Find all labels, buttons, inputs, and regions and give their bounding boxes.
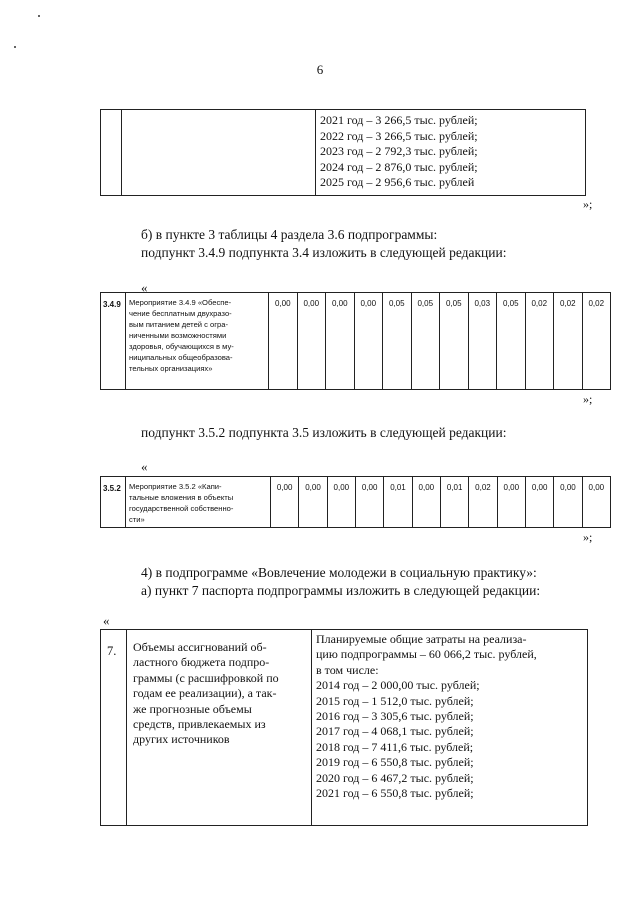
value-cell: 0,02 xyxy=(582,293,611,390)
label-line: годам ее реализации), а так- xyxy=(133,686,277,701)
value-cell: 0,02 xyxy=(554,293,583,390)
close-quote: »; xyxy=(583,392,593,406)
year-line: 2024 год – 2 876,0 тыс. рублей; xyxy=(320,159,478,174)
body-line: 2020 год – 6 467,2 тыс. рублей; xyxy=(316,770,474,785)
section-4-line2: а) пункт 7 паспорта подпрограммы изложить в следующей редакции: xyxy=(141,583,541,598)
year-line: 2025 год – 2 956,6 тыс. рублей xyxy=(320,175,475,189)
value-cell: 0,00 xyxy=(497,477,525,528)
body-line: 2021 год – 6 550,8 тыс. рублей; xyxy=(316,786,474,801)
body-line: 2019 год – 6 550,8 тыс. рублей; xyxy=(316,755,474,770)
description-line: ниченными возможностями xyxy=(129,331,227,340)
section-4-line1: 4) в подпрограмме «Вовлечение молодежи в социальную практику»: xyxy=(141,565,537,580)
item-label xyxy=(127,630,312,826)
label-line: средств, привлекаемых из xyxy=(133,717,266,732)
year-line: 2023 год – 2 792,3 тыс. рублей; xyxy=(320,144,478,158)
label-line: же прогнозные объемы xyxy=(133,701,252,716)
body-line: цию подпрограммы – 60 066,2 тыс. рублей, xyxy=(316,647,537,662)
page-number: 6 xyxy=(316,62,324,77)
value-cell: 0,00 xyxy=(297,293,326,390)
label-line: других источников xyxy=(133,732,230,747)
value-cell: 0,00 xyxy=(271,477,299,528)
value-cell: 0,00 xyxy=(355,477,383,528)
section-b-line1: б) в пункте 3 таблицы 4 раздела 3.6 подпрограммы: xyxy=(141,227,438,242)
value-cell: 0,02 xyxy=(525,293,554,390)
value-cell: 0,00 xyxy=(582,477,610,528)
value-cell: 0,00 xyxy=(327,477,355,528)
item-number: 7. xyxy=(101,630,127,826)
description-line: тельных организациях» xyxy=(129,364,213,373)
description-line: Мероприятие 3.5.2 «Капи- xyxy=(129,482,222,491)
label-line: граммы (с расшифровкой по xyxy=(133,670,279,685)
table-row-349 xyxy=(100,292,611,390)
open-quote: « xyxy=(141,280,148,295)
close-quote: »; xyxy=(583,197,593,211)
value-cell: 0,00 xyxy=(554,477,582,528)
years-cell xyxy=(316,110,586,196)
body-line: Планируемые общие затраты на реализа- xyxy=(316,632,527,646)
body-line: 2017 год – 4 068,1 тыс. рублей; xyxy=(316,724,474,739)
value-cell: 0,05 xyxy=(383,293,412,390)
description-line: вым питанием детей с огра- xyxy=(129,320,229,329)
section-352-text: подпункт 3.5.2 подпункта 3.5 изложить в следующей редакции: xyxy=(141,425,507,440)
body-line: 2015 год – 1 512,0 тыс. рублей; xyxy=(316,693,474,708)
value-cell: 0,00 xyxy=(525,477,553,528)
value-cell: 0,02 xyxy=(469,477,497,528)
body-line: 2014 год – 2 000,00 тыс. рублей; xyxy=(316,678,480,693)
open-quote: « xyxy=(103,613,110,628)
table-row-352 xyxy=(100,476,611,528)
year-line: 2021 год – 3 266,5 тыс. рублей; xyxy=(320,113,478,127)
value-cell: 0,01 xyxy=(384,477,412,528)
value-cell: 0,00 xyxy=(412,477,440,528)
table-cell-empty xyxy=(122,110,316,196)
table-continuation xyxy=(100,109,586,196)
row-description xyxy=(126,477,271,528)
value-cell: 0,05 xyxy=(497,293,526,390)
value-cell: 0,00 xyxy=(326,293,355,390)
value-cell: 0,05 xyxy=(411,293,440,390)
value-cell: 0,00 xyxy=(269,293,298,390)
description-line: государственной собственно- xyxy=(129,504,234,513)
close-quote: »; xyxy=(583,530,593,544)
description-line: чение бесплатным двухразо- xyxy=(129,309,232,318)
table-cell-empty xyxy=(101,110,122,196)
label-line: Объемы ассигнований об- xyxy=(133,640,267,654)
description-line: тальные вложения в объекты xyxy=(129,493,234,502)
description-line: сти» xyxy=(129,515,145,524)
row-description xyxy=(126,293,269,390)
body-line: 2016 год – 3 305,6 тыс. рублей; xyxy=(316,709,474,724)
label-line: ластного бюджета подпро- xyxy=(133,655,270,670)
value-cell: 0,05 xyxy=(440,293,469,390)
section-b-line2: подпункт 3.4.9 подпункта 3.4 изложить в следующей редакции: xyxy=(141,245,507,260)
open-quote: « xyxy=(141,459,148,474)
value-cell: 0,00 xyxy=(354,293,383,390)
row-code: 3.5.2 xyxy=(101,477,126,528)
body-line: 2018 год – 7 411,6 тыс. рублей; xyxy=(316,739,474,754)
description-line: Мероприятие 3.4.9 «Обеспе- xyxy=(129,298,232,307)
passport-table xyxy=(100,629,588,826)
value-cell: 0,01 xyxy=(440,477,468,528)
body-line: в том числе: xyxy=(316,662,379,677)
item-body xyxy=(312,630,588,826)
description-line: здоровья, обучающихся в му- xyxy=(129,342,234,351)
year-line: 2022 год – 3 266,5 тыс. рублей; xyxy=(320,128,478,143)
value-cell: 0,00 xyxy=(299,477,327,528)
description-line: ниципальных общеобразова- xyxy=(129,353,233,362)
row-code: 3.4.9 xyxy=(101,293,126,390)
value-cell: 0,03 xyxy=(468,293,497,390)
